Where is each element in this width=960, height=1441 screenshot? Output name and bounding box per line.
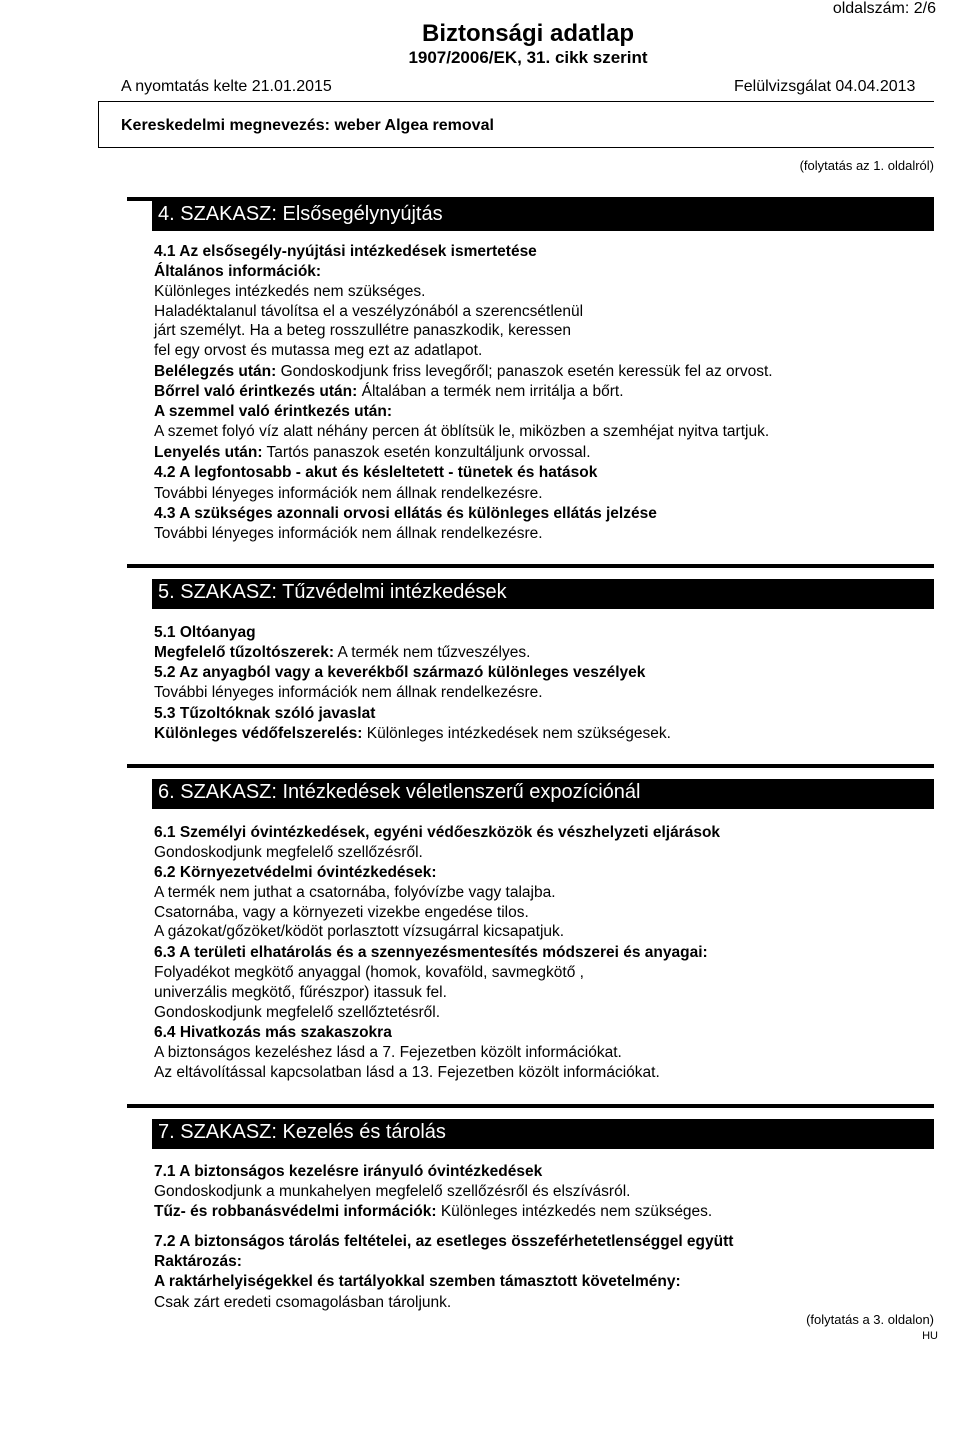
section-4-header (152, 201, 934, 231)
section-4-title: 4. SZAKASZ: Elsősegélynyújtás (158, 203, 443, 225)
continued-to-note: (folytatás a 3. oldalon) (806, 1312, 934, 1327)
s4-2-heading: 4.2 A legfontosabb - akut és késleltetett - tünetek és hatások (154, 464, 598, 481)
section-6-shadow (127, 764, 934, 768)
s4-3-heading: 4.3 A szükséges azonnali orvosi ellátás és különleges ellátás jelzése (154, 505, 657, 522)
fire-protection-text: Különleges intézkedés nem szükséges. (436, 1203, 713, 1220)
extinguishing-text: A termék nem tűzveszélyes. (334, 644, 531, 661)
skin-contact-text: Általában a termék nem irritálja a bőrt. (357, 383, 624, 400)
extinguishing-label: Megfelelő tűzoltószerek: (154, 644, 334, 661)
language-code: HU (922, 1330, 938, 1342)
inhalation-label: Belélegzés után: (154, 363, 277, 380)
s7-storage-label: Raktározás: (154, 1253, 242, 1270)
revision-date: Felülvizsgálat 04.04.2013 (734, 78, 916, 95)
header-left-rule (98, 101, 99, 148)
s4-general-info-label: Általános információk: (154, 263, 322, 280)
document-title: Biztonsági adatlap (421, 20, 635, 47)
s7-text: Gondoskodjunk a munkahelyen megfelelő szellőzésről és elszívásról. (154, 1183, 631, 1200)
s4-eye-contact-label: A szemmel való érintkezés után: (154, 403, 393, 420)
s6-text: Folyadékot megkötő anyaggal (homok, kovaföld, savmegkötő , (154, 964, 584, 981)
s5-3-heading: 5.3 Tűzoltóknak szóló javaslat (154, 705, 376, 722)
section-7-header (152, 1119, 934, 1149)
trade-name: Kereskedelmi megnevezés: weber Algea removal (121, 117, 494, 134)
s5-extinguishing (154, 643, 530, 663)
s6-text: Csatornába, vagy a környezeti vizekbe engedése tilos. (154, 904, 529, 921)
page-number: oldalszám: 2/6 (832, 0, 936, 17)
regulation-reference: 1907/2006/EK, 31. cikk szerint (408, 48, 648, 67)
s4-inhalation (154, 362, 773, 382)
s4-eye-contact-text: A szemet folyó víz alatt néhány percen át öblítsük le, miközben a szemhéjat nyitva tartjuk. (154, 423, 770, 440)
s6-1-heading: 6.1 Személyi óvintézkedések, egyéni védőeszközök és vészhelyzeti eljárások (154, 824, 721, 841)
fire-protection-label: Tűz- és robbanásvédelmi információk: (154, 1203, 437, 1220)
s7-2-heading: 7.2 A biztonságos tárolás feltételei, az esetleges összeférhetetlenséggel együtt (154, 1233, 734, 1250)
s7-storage-requirements: A raktárhelyiségekkel és tartályokkal szemben támasztott követelmény: (154, 1273, 681, 1290)
s4-skin-contact (154, 382, 624, 402)
s4-text: fel egy orvost és mutassa meg ezt az adatlapot. (154, 342, 483, 359)
s6-text: univerzális megkötő, fűrészpor) itassuk fel. (154, 984, 447, 1001)
s7-text: Csak zárt eredeti csomagolásban tároljunk. (154, 1294, 452, 1311)
s6-2-heading: 6.2 Környezetvédelmi óvintézkedések: (154, 864, 437, 881)
inhalation-text: Gondoskodjunk friss levegőről; panaszok esetén keressük fel az orvost. (276, 363, 773, 380)
section-6-header (152, 779, 934, 809)
continued-from-note: (folytatás az 1. oldalról) (799, 158, 934, 173)
header-bottom-rule (98, 147, 934, 148)
section-5-shadow (127, 564, 934, 568)
s6-text: Gondoskodjunk megfelelő szellőzésről. (154, 844, 423, 861)
s4-ingestion (154, 443, 591, 463)
s6-text: A gázokat/gőzöket/ködöt porlasztott vízsugárral kicsapatjuk. (154, 923, 565, 940)
section-6-title: 6. SZAKASZ: Intézkedések véletlenszerű expozíciónál (158, 781, 641, 803)
s4-text: Különleges intézkedés nem szükséges. (154, 283, 426, 300)
s4-text: Haladéktalanul távolítsa el a veszélyzónából a szerencsétlenül (154, 303, 584, 320)
s5-text: További lényeges információk nem állnak rendelkezésre. (154, 684, 543, 701)
s5-1-heading: 5.1 Oltóanyag (154, 624, 256, 641)
s4-1-heading: 4.1 Az elsősegély-nyújtási intézkedések ismertetése (154, 243, 537, 260)
s5-2-heading: 5.2 Az anyagból vagy a keverékből származó különleges veszélyek (154, 664, 646, 681)
section-7-title: 7. SZAKASZ: Kezelés és tárolás (158, 1121, 446, 1143)
s4-text: További lényeges információk nem állnak rendelkezésre. (154, 485, 543, 502)
print-date: A nyomtatás kelte 21.01.2015 (121, 78, 332, 95)
ingestion-label: Lenyelés után: (154, 444, 263, 461)
header-top-rule (98, 101, 934, 102)
s6-text: A termék nem juthat a csatornába, folyóvízbe vagy talajba. (154, 884, 556, 901)
s6-4-heading: 6.4 Hivatkozás más szakaszokra (154, 1024, 392, 1041)
s4-text: járt személyt. Ha a beteg rosszullétre panaszkodik, keressen (154, 322, 571, 339)
s6-3-heading: 6.3 A területi elhatárolás és a szennyezésmentesítés módszerei és anyagai: (154, 944, 708, 961)
ingestion-text: Tartós panaszok esetén konzultáljunk orvossal. (262, 444, 591, 461)
s7-fire-protection (154, 1202, 712, 1222)
protective-equipment-label: Különleges védőfelszerelés: (154, 725, 363, 742)
s6-text: A biztonságos kezeléshez lásd a 7. Fejezetben közölt információkat. (154, 1044, 622, 1061)
section-5-header (152, 579, 934, 609)
protective-equipment-text: Különleges intézkedések nem szükségesek. (362, 725, 671, 742)
section-7-shadow (127, 1104, 934, 1108)
s7-1-heading: 7.1 A biztonságos kezelésre irányuló óvintézkedések (154, 1163, 543, 1180)
s6-text: Gondoskodjunk megfelelő szellőztetésről. (154, 1004, 441, 1021)
skin-contact-label: Bőrrel való érintkezés után: (154, 383, 358, 400)
section-5-title: 5. SZAKASZ: Tűzvédelmi intézkedések (158, 581, 507, 603)
s4-text: További lényeges információk nem állnak rendelkezésre. (154, 525, 543, 542)
s6-text: Az eltávolítással kapcsolatban lásd a 13. Fejezetben közölt információkat. (154, 1064, 660, 1081)
s5-protective-equipment (154, 724, 671, 744)
